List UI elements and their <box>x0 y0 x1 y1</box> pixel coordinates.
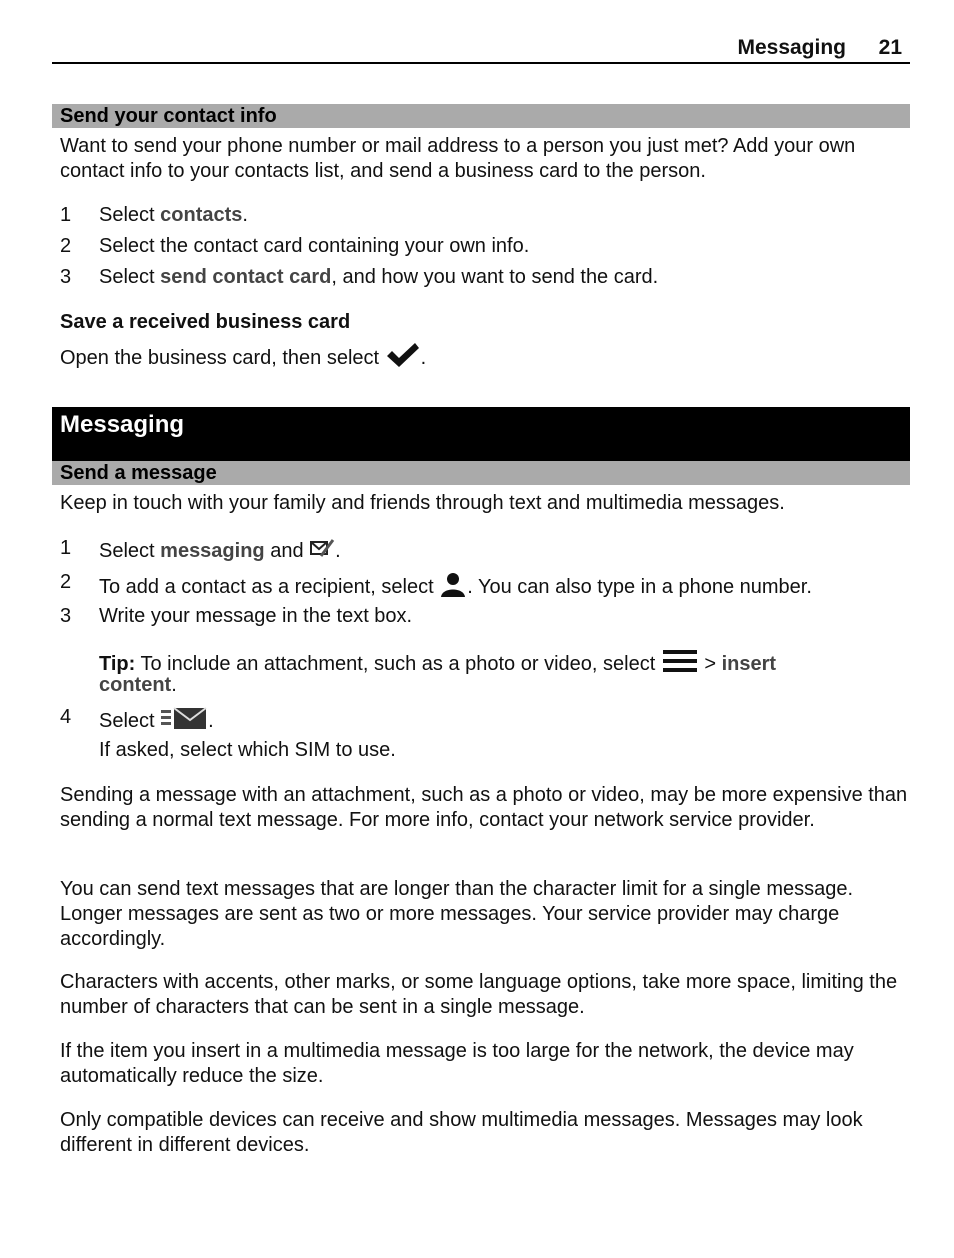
chapter-heading-messaging <box>52 407 910 461</box>
header-section-title: Messaging <box>737 36 846 59</box>
paragraph-attachment-cost: Sending a message with an attachment, such as a photo or video, may be more expensive than sending a normal text message. For more info, contact your network service provider. <box>60 784 908 831</box>
tip-line-2: content. <box>99 674 177 696</box>
menu-icon <box>661 648 699 681</box>
paragraph-size-reduction: If the item you insert in a multimedia message is too large for the network, the device may automatically reduce the size. <box>60 1040 854 1087</box>
msg-step-3-text: Write your message in the text box. <box>99 605 413 627</box>
page-header <box>52 36 910 64</box>
page-number: 21 <box>878 36 902 59</box>
step-1-text: Select contacts. <box>99 204 248 226</box>
step-number: 3 <box>60 266 72 288</box>
contact-icon <box>439 570 467 605</box>
step-number: 1 <box>60 537 72 559</box>
contact-info-intro: Want to send your phone number or mail address to a person you just met? Add your own contact info to your contacts list, and send a business card to the person. <box>60 135 856 182</box>
step-number: 3 <box>60 605 72 627</box>
chapter-heading-text: Messaging <box>60 411 185 438</box>
step-number: 1 <box>60 204 72 226</box>
step-number: 2 <box>60 571 72 593</box>
step-number: 4 <box>60 706 72 728</box>
keyword-messaging: messaging <box>160 539 265 562</box>
tip-label: Tip: <box>99 652 136 675</box>
tip-line-1: Tip: To include an attachment, such as a photo or video, select > insert <box>99 648 776 681</box>
keyword-contacts: contacts <box>160 204 243 226</box>
step-3-text: Select send contact card, and how you want to send the card. <box>99 266 659 288</box>
keyword-insert: insert <box>721 652 777 675</box>
paragraph-accents: Characters with accents, other marks, or some language options, take more space, limiting the number of characters that can be sent in a single message. <box>60 971 898 1018</box>
messaging-intro: Keep in touch with your family and friends through text and multimedia messages. <box>60 492 785 514</box>
save-card-instruction: Open the business card, then select . <box>60 341 426 376</box>
paragraph-compatible-devices: Only compatible devices can receive and show multimedia messages. Messages may look different in different devices. <box>60 1109 863 1156</box>
section-heading-text: Send a message <box>60 462 217 484</box>
keyword-send-contact-card: send contact card <box>160 266 332 288</box>
paragraph-long-messages: You can send text messages that are longer than the character limit for a single message. Longer messages are sent as two or more messages. Your service provider may charge accordingly. <box>60 878 854 950</box>
sim-note: If asked, select which SIM to use. <box>99 739 396 761</box>
section-heading-contact-info <box>52 104 910 128</box>
new-message-icon <box>309 536 335 567</box>
section-heading-text: Send your contact info <box>60 105 277 127</box>
section-heading-send-message <box>52 461 910 485</box>
msg-step-4-text: Select . <box>99 705 214 738</box>
send-icon <box>160 705 208 738</box>
keyword-content: content <box>99 674 172 696</box>
msg-step-1-text: Select messaging and . <box>99 536 341 567</box>
checkmark-icon <box>385 341 421 376</box>
step-number: 2 <box>60 235 72 257</box>
subheading-save-business-card: Save a received business card <box>60 311 351 333</box>
msg-step-2-text: To add a contact as a recipient, select . You can also type in a phone number. <box>99 570 812 605</box>
step-2-text: Select the contact card containing your own info. <box>99 235 530 257</box>
